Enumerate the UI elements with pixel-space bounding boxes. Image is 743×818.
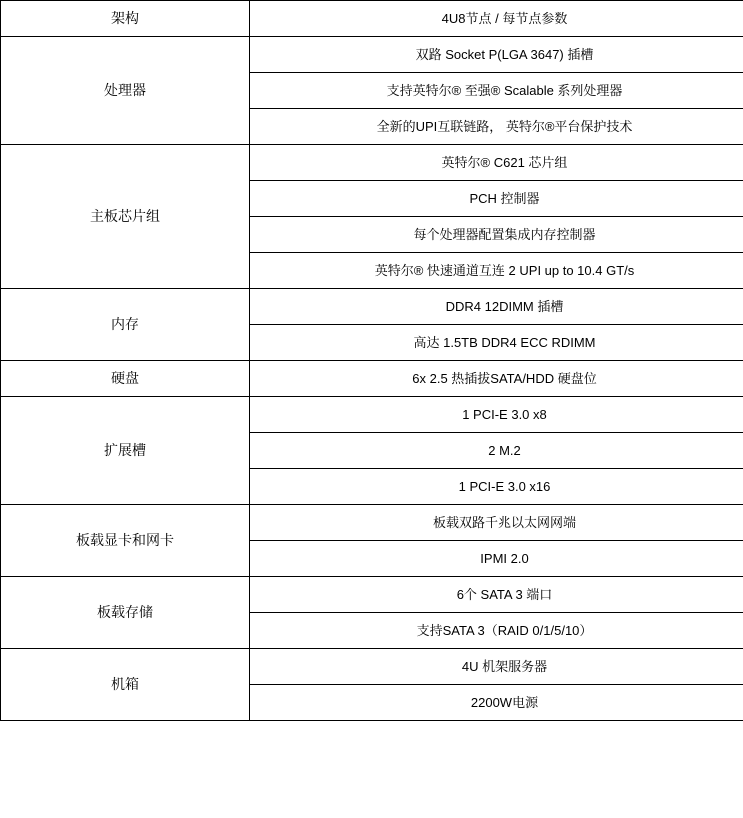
spec-value-cell: 1 PCI-E 3.0 x8 <box>250 397 743 433</box>
spec-value-cell: 1 PCI-E 3.0 x16 <box>250 469 743 505</box>
spec-value-cell: 4U8节点 / 每节点参数 <box>250 1 743 37</box>
spec-value-cell: IPMI 2.0 <box>250 541 743 577</box>
spec-value-cell: 6x 2.5 热插拔SATA/HDD 硬盘位 <box>250 361 743 397</box>
spec-value-cell: 高达 1.5TB DDR4 ECC RDIMM <box>250 325 743 361</box>
spec-value-cell: 英特尔® 快速通道互连 2 UPI up to 10.4 GT/s <box>250 253 743 289</box>
table-row <box>1 649 743 685</box>
spec-value-cell: 6个 SATA 3 端口 <box>250 577 743 613</box>
spec-label-cell: 板载显卡和网卡 <box>1 505 250 577</box>
spec-label-cell: 硬盘 <box>1 361 250 397</box>
table-row <box>1 577 743 613</box>
spec-label-cell: 机箱 <box>1 649 250 721</box>
spec-label-cell: 板载存储 <box>1 577 250 649</box>
spec-value-cell: 2200W电源 <box>250 685 743 721</box>
spec-table-body <box>1 1 743 721</box>
spec-value-cell: DDR4 12DIMM 插槽 <box>250 289 743 325</box>
spec-label-cell: 主板芯片组 <box>1 145 250 289</box>
spec-label-cell: 扩展槽 <box>1 397 250 505</box>
table-row <box>1 145 743 181</box>
table-row <box>1 361 743 397</box>
spec-label-cell: 处理器 <box>1 37 250 145</box>
table-row <box>1 289 743 325</box>
spec-value-cell: 英特尔® C621 芯片组 <box>250 145 743 181</box>
table-row <box>1 1 743 37</box>
spec-value-cell: 4U 机架服务器 <box>250 649 743 685</box>
spec-value-cell: 支持SATA 3（RAID 0/1/5/10） <box>250 613 743 649</box>
spec-value-cell: 全新的UPI互联链路， 英特尔®平台保护技术 <box>250 109 743 145</box>
spec-value-cell: 每个处理器配置集成内存控制器 <box>250 217 743 253</box>
spec-value-cell: PCH 控制器 <box>250 181 743 217</box>
spec-value-cell: 支持英特尔® 至强® Scalable 系列处理器 <box>250 73 743 109</box>
spec-label-cell: 内存 <box>1 289 250 361</box>
table-row <box>1 37 743 73</box>
table-row <box>1 397 743 433</box>
spec-value-cell: 2 M.2 <box>250 433 743 469</box>
spec-label-cell: 架构 <box>1 1 250 37</box>
table-row <box>1 505 743 541</box>
spec-value-cell: 板载双路千兆以太网网端 <box>250 505 743 541</box>
spec-value-cell: 双路 Socket P(LGA 3647) 插槽 <box>250 37 743 73</box>
